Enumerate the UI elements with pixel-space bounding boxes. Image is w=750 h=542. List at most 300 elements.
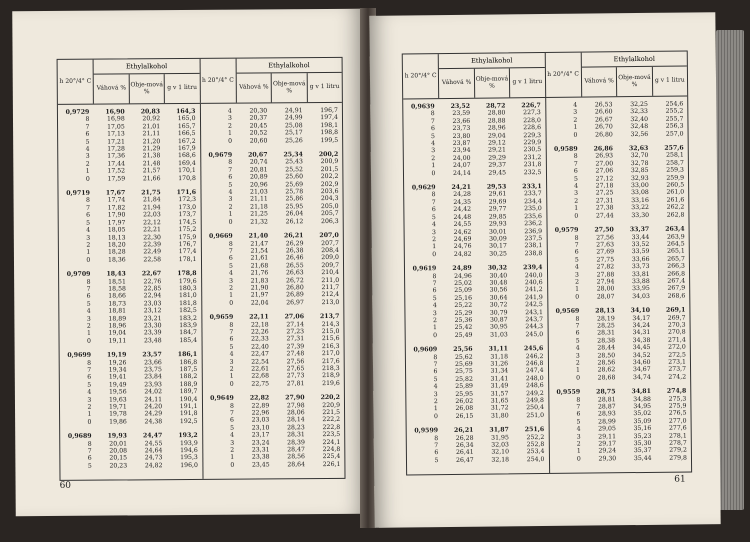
table-cell: 7 — [430, 117, 435, 125]
table-cell: 270,8 — [667, 328, 686, 337]
table-cell: 20,52 — [249, 129, 268, 137]
table-row — [201, 218, 343, 226]
table-cell: 6 — [229, 336, 234, 344]
table-cell: 34,74 — [632, 373, 651, 381]
table-cell: 206,3 — [320, 217, 339, 225]
table-row — [546, 130, 688, 139]
table-cell: 170,1 — [178, 167, 196, 175]
table-cell: 7 — [573, 160, 578, 168]
table-cell: 241,9 — [525, 293, 543, 301]
table-cell: 24,11 — [144, 395, 163, 403]
table-cell: 28,19 — [597, 314, 615, 323]
table-cell: 22,85 — [143, 285, 162, 293]
table-cell: 0,9669 — [208, 232, 233, 240]
table-cell: 18,13 — [107, 233, 126, 242]
table-cell: 20,74 — [249, 158, 268, 167]
table-cell: 1 — [228, 210, 233, 219]
table-cell: 22,82 — [249, 394, 270, 402]
table-cell: 27,65 — [286, 365, 305, 373]
table-cell: 20,92 — [142, 115, 161, 123]
table-cell: 28,93 — [598, 410, 616, 418]
table-cell: 18,89 — [108, 315, 127, 323]
table-cell: 167,2 — [177, 137, 196, 145]
table-cell: 30,32 — [487, 264, 508, 272]
header-g-litr: g v 1 litru — [509, 68, 545, 97]
table-cell: 5 — [85, 138, 90, 146]
table-cell: 28,44 — [597, 344, 616, 352]
table-cell: 20,89 — [249, 173, 268, 181]
table-cell: 8 — [575, 315, 580, 323]
table-cell: 254,6 — [665, 100, 684, 108]
table-cell: 21,83 — [250, 276, 269, 285]
table-cell: 175,9 — [178, 233, 197, 241]
header-group — [94, 59, 199, 104]
table-cell: 200,2 — [318, 150, 339, 159]
table-cell: 26,34 — [455, 441, 474, 450]
table-cell: 34,60 — [632, 358, 651, 367]
table-cell: 173,7 — [178, 211, 197, 219]
table-cell: 23,10 — [251, 424, 270, 432]
table-cell: 32,40 — [630, 115, 649, 123]
table-cell: 31,72 — [490, 404, 509, 413]
table-cell: 259,9 — [666, 174, 685, 182]
table-cell: 1 — [576, 448, 581, 456]
table-cell: 180,3 — [178, 284, 197, 293]
table-cell: 31,26 — [490, 360, 509, 368]
table-cell: 28,23 — [287, 424, 305, 432]
table-cell: 174,5 — [178, 218, 197, 226]
table-cell: 237,5 — [524, 234, 543, 243]
table-cell: 22,04 — [250, 299, 269, 307]
table-cell: 27,50 — [594, 226, 614, 234]
table-cell: 30,01 — [488, 227, 507, 236]
table-cell: 33,73 — [631, 263, 650, 271]
table-cell: 29,37 — [488, 161, 507, 169]
table-cell: 29,17 — [598, 440, 617, 448]
table-cell: 1 — [85, 167, 90, 175]
table-cell: 256,3 — [665, 122, 684, 130]
table-cell: 247,4 — [525, 367, 544, 375]
table-row — [547, 211, 689, 220]
table-cell: 277,0 — [668, 417, 687, 425]
table-cell: 24,62 — [453, 228, 472, 236]
table-cell: 0,9589 — [553, 145, 578, 153]
table-row — [59, 256, 201, 264]
table-cell: 223,5 — [322, 431, 341, 439]
table-cell: 17,28 — [107, 145, 125, 153]
table-cell: 26,04 — [285, 210, 304, 218]
table-cell: 179,6 — [178, 277, 197, 285]
table-cell: 32,78 — [630, 159, 649, 167]
header-h: h 20°/4° C — [403, 54, 440, 98]
table-cell: 5 — [431, 213, 436, 221]
table-cell: 196,0 — [180, 461, 198, 469]
table-cell: 20,08 — [109, 447, 128, 455]
table-cell: 258,7 — [666, 159, 684, 167]
right-page — [369, 12, 720, 528]
table-cell: 19,71 — [109, 403, 127, 411]
table-cell: 3 — [432, 309, 437, 317]
table-cell: 20,45 — [249, 122, 268, 130]
table-cell: 29,45 — [488, 169, 507, 177]
table-cell: 203,6 — [320, 188, 339, 196]
table-cell: 199,5 — [320, 136, 339, 144]
table-cell: 33,08 — [631, 189, 649, 197]
table-cell: 22,26 — [250, 328, 269, 336]
table-cell: 165,7 — [177, 122, 196, 130]
table-cell: 235,6 — [524, 212, 542, 220]
table-cell: 21,47 — [250, 239, 269, 248]
table-cell: 228,0 — [523, 116, 541, 125]
table-cell: 23,21 — [143, 314, 162, 322]
table-cell: 1 — [574, 204, 579, 212]
header-group — [582, 52, 688, 97]
table-cell: 5 — [576, 418, 581, 426]
table-cell: 26,15 — [455, 412, 474, 420]
table-cell: 32,63 — [628, 144, 649, 153]
table-cell: 279,2 — [669, 446, 687, 455]
table-cell: 0,9559 — [556, 388, 581, 397]
header-subcols — [582, 67, 687, 97]
table-cell: 4 — [228, 188, 233, 196]
table-cell: 0 — [87, 418, 92, 426]
table-cell: 28,87 — [597, 403, 616, 411]
table-cell: 28,56 — [287, 453, 306, 461]
table-cell: 6 — [434, 449, 439, 457]
table-cell: 1 — [229, 373, 234, 381]
table-cell: 262,8 — [666, 211, 685, 219]
table-cell: 34,38 — [632, 336, 651, 344]
table-cell: 26,72 — [286, 276, 304, 284]
table-cell: 213,7 — [319, 313, 340, 321]
table-cell: 250,4 — [526, 404, 544, 412]
table-cell: 18,96 — [108, 322, 127, 330]
table-cell: 26,97 — [286, 298, 304, 307]
table-cell: 202,9 — [320, 180, 339, 188]
table-cell: 221,5 — [322, 408, 341, 417]
table-cell: 28,62 — [597, 366, 616, 374]
table-cell: 31,80 — [490, 412, 509, 420]
table-cell: 25,08 — [284, 122, 303, 130]
table-cell: 274,2 — [668, 373, 687, 381]
table-cell: 271,4 — [667, 336, 686, 344]
table-cell: 22,96 — [251, 409, 270, 417]
table-cell: 35,16 — [633, 425, 652, 433]
table-cell: 8 — [573, 153, 578, 161]
table-cell: 0 — [228, 137, 233, 145]
table-cell: 278,7 — [669, 439, 687, 447]
table-cell: 25,75 — [455, 368, 473, 376]
table-cell: 17,13 — [107, 130, 125, 138]
table-cell: 27,88 — [596, 270, 615, 278]
table-cell: 195,3 — [180, 454, 198, 462]
table-cell: 18,36 — [107, 256, 126, 264]
table-cell: 4 — [86, 226, 91, 234]
table-cell: 164,3 — [176, 107, 196, 116]
table-cell: 166,5 — [177, 130, 196, 138]
table-cell: 7 — [228, 166, 233, 174]
table-cell: 4 — [573, 101, 578, 109]
table-cell: 258,1 — [666, 151, 684, 160]
table-cell: 25,49 — [454, 331, 473, 339]
table-cell: 21,25 — [250, 210, 268, 218]
table-cell: 18,20 — [107, 241, 126, 249]
table-cell: 5 — [87, 381, 92, 389]
table-cell: 172,3 — [178, 196, 197, 204]
table-cell: 20,96 — [249, 181, 268, 189]
table-cell: 28,68 — [597, 374, 616, 382]
table-row — [60, 418, 202, 426]
table-cell: 24,00 — [452, 154, 471, 162]
table-cell: 22,61 — [251, 365, 270, 373]
table-cell: 24,82 — [453, 250, 472, 258]
table-cell: 0,9699 — [67, 351, 92, 360]
table-cell: 249,2 — [526, 389, 544, 397]
table-cell: 208,4 — [321, 246, 339, 254]
table-cell: 22,68 — [251, 372, 270, 380]
table-cell: 220,2 — [320, 394, 340, 402]
table-cell: 30,40 — [489, 271, 508, 280]
table-cell: 33,00 — [630, 181, 649, 190]
table-cell: 23,52 — [450, 102, 471, 110]
table-cell: 226,7 — [521, 102, 541, 110]
table-cell: 27,31 — [286, 335, 305, 343]
table-cell: 2 — [433, 398, 438, 406]
table-cell: 23,38 — [251, 453, 270, 462]
table-cell: 7 — [574, 241, 579, 249]
table-cell: 23,75 — [144, 366, 162, 374]
table-cell: 240,6 — [524, 278, 543, 287]
table-cell: 24,38 — [144, 418, 163, 426]
table-cell: 26,08 — [455, 405, 474, 413]
table-cell: 257,0 — [665, 130, 684, 138]
table-cell: 0,9629 — [411, 184, 436, 192]
table-cell: 26,41 — [455, 449, 474, 457]
table-cell: 4 — [432, 302, 437, 310]
table-cell: 8 — [229, 321, 234, 329]
table-cell: 1 — [432, 243, 437, 251]
table-cell: 16,90 — [105, 108, 125, 116]
table-cell: 181,0 — [178, 292, 197, 300]
table-cell: 25,69 — [454, 360, 473, 368]
table-cell: 18,05 — [107, 226, 126, 234]
table-cell: 5 — [228, 262, 233, 270]
table-cell: 6 — [432, 287, 437, 295]
table-cell: 272,0 — [668, 343, 686, 351]
table-cell: 267,9 — [667, 284, 686, 293]
table-cell: 26,89 — [286, 291, 304, 299]
table-cell: 21,68 — [250, 262, 269, 270]
table-cell: 23,03 — [251, 416, 270, 425]
table-cell: 31,18 — [490, 352, 509, 361]
table-cell: 22,03 — [143, 211, 161, 219]
header-half — [199, 58, 342, 103]
table-cell: 211,0 — [321, 276, 340, 284]
table-cell: 231,2 — [523, 153, 542, 162]
table-cell: 171,6 — [176, 189, 197, 197]
table-cell: 28,13 — [595, 307, 615, 315]
table-cell: 19,93 — [107, 432, 127, 440]
table-cell: 23,39 — [143, 329, 162, 337]
table-cell: 222,8 — [322, 423, 341, 431]
table-cell: 7 — [434, 442, 439, 450]
table-cell: 4 — [85, 145, 90, 153]
table-cell: 0,9599 — [414, 427, 439, 435]
table-cell: 22,67 — [141, 270, 162, 278]
table-cell: 4 — [228, 269, 233, 277]
table-cell: 5 — [434, 457, 439, 465]
table-cell: 23,31 — [251, 446, 270, 454]
table-cell: 17,67 — [105, 189, 126, 197]
table-cell: 23,84 — [144, 373, 162, 381]
table-cell: 218,3 — [322, 364, 340, 373]
table-cell: 32,70 — [630, 152, 649, 160]
table-cell: 229,9 — [523, 139, 542, 147]
table-cell: 4 — [87, 388, 92, 396]
table-cell: 0 — [576, 374, 581, 382]
table-cell: 21,54 — [250, 247, 269, 255]
table-cell: 8 — [86, 278, 91, 286]
table-cell: 21,97 — [250, 291, 269, 299]
header-subcols — [237, 73, 342, 103]
table-header — [58, 58, 342, 105]
table-cell: 22,49 — [143, 248, 162, 256]
table-cell: 23,24 — [251, 439, 270, 447]
header-group — [236, 58, 341, 103]
header-group — [439, 53, 545, 98]
table-cell: 3 — [573, 109, 578, 117]
table-row — [58, 175, 200, 183]
table-cell: 176,7 — [178, 240, 197, 248]
table-cell: 32,25 — [630, 100, 648, 109]
table-cell: 21,57 — [142, 167, 161, 175]
table-cell: 5 — [228, 181, 233, 189]
table-cell: 5 — [430, 132, 436, 140]
table-cell: 244,3 — [525, 323, 544, 331]
table-cell: 32,48 — [630, 123, 649, 131]
table-cell: 27,31 — [595, 197, 614, 205]
table-cell: 23,48 — [143, 336, 162, 345]
table-cell: 20,15 — [109, 454, 128, 463]
table-cell: 34,52 — [632, 351, 651, 359]
table-cell: 23,94 — [452, 147, 471, 155]
table-cell: 6 — [430, 125, 435, 133]
table-cell: 0 — [576, 455, 581, 463]
table-cell: 8 — [574, 234, 579, 242]
table-cell: 6 — [576, 411, 581, 419]
table-cell: 5 — [230, 424, 235, 432]
table-cell: 24,91 — [284, 107, 303, 115]
table-cell: 28,07 — [596, 293, 615, 301]
table-cell: 27,69 — [596, 248, 615, 256]
table-cell: 32,03 — [491, 441, 509, 449]
table-cell: 28,14 — [286, 416, 305, 424]
table-cell: 1 — [86, 330, 91, 338]
table-cell: 4 — [86, 307, 91, 315]
table-cell: 18,43 — [106, 270, 126, 278]
table-cell: 3 — [229, 358, 234, 366]
table-cell: 7 — [85, 123, 90, 131]
header-subcols — [439, 68, 544, 98]
header-objemova: Obje-mová % — [616, 67, 652, 96]
table-cell: 196,7 — [320, 106, 338, 115]
table-cell: 30,25 — [489, 250, 507, 258]
table-cell: 29,05 — [598, 425, 616, 433]
table-cell: 25,89 — [455, 382, 474, 391]
table-cell: 8 — [229, 402, 234, 410]
table-cell: 33,16 — [631, 196, 649, 204]
table-cell: 212,4 — [321, 291, 340, 299]
table-cell: 3 — [431, 147, 436, 155]
table-cell: 2 — [87, 403, 92, 411]
header-objemova: Obje-mová % — [474, 68, 510, 97]
table-cell: 17,90 — [107, 211, 126, 219]
table-cell: 222,2 — [322, 416, 341, 424]
table-row — [549, 373, 691, 382]
header-group-title: Ethylalkohol — [439, 53, 544, 69]
table-cell: 228,6 — [523, 124, 542, 132]
table-cell: 29,61 — [488, 190, 507, 199]
table-cell: 8 — [85, 197, 90, 205]
table-cell: 255,7 — [665, 115, 684, 123]
table-cell: 29,93 — [488, 220, 507, 228]
table-cell: 0 — [230, 461, 235, 469]
table-cell: 28,47 — [287, 446, 305, 454]
table-cell: 269,7 — [667, 314, 686, 322]
table-cell: 25,42 — [454, 324, 473, 332]
table-cell: 24,76 — [453, 243, 472, 251]
table-cell: 28,00 — [596, 285, 615, 293]
header-h: h 20°/4° C — [200, 59, 237, 103]
table-cell: 238,8 — [524, 249, 543, 257]
table-cell: 0,9639 — [410, 103, 435, 111]
table-cell: 3 — [576, 433, 581, 441]
table-cell: 24,55 — [144, 439, 163, 447]
table-cell: 6 — [87, 374, 92, 382]
table-cell: 34,81 — [631, 388, 651, 396]
table-cell: 30,95 — [489, 323, 508, 331]
table-cell: 31,34 — [490, 367, 509, 375]
table-cell: 243,1 — [525, 308, 543, 316]
table-cell: 218,9 — [322, 372, 340, 380]
table-cell: 4 — [574, 182, 579, 190]
table-cell: 22,58 — [143, 255, 162, 264]
table-cell: 28,80 — [487, 109, 506, 117]
table-cell: 1 — [433, 405, 438, 413]
table-cell: 27,56 — [286, 357, 305, 365]
table-cell: 29,04 — [487, 132, 506, 140]
table-cell: 205,7 — [320, 210, 339, 218]
table-cell: 275,9 — [668, 402, 687, 410]
table-cell: 0,9659 — [209, 313, 234, 322]
table-cell: 8 — [87, 359, 92, 367]
table-cell: 27,14 — [286, 320, 305, 328]
header-half — [403, 53, 545, 98]
table-cell: 210,4 — [321, 269, 340, 277]
table-cell: 8 — [431, 191, 436, 199]
table-cell: 27,98 — [286, 401, 305, 409]
table-cell: 181,8 — [179, 299, 197, 307]
table-cell: 277,6 — [668, 424, 687, 432]
table-cell: 0 — [433, 412, 438, 421]
table-cell: 28,31 — [597, 329, 615, 337]
table-cell: 0 — [574, 212, 579, 220]
table-cell: 31,95 — [491, 434, 509, 442]
table-cell: 27,75 — [596, 255, 615, 264]
table-cell: 6 — [85, 130, 90, 138]
table-cell: 189,7 — [179, 388, 198, 396]
table-cell: 3 — [228, 196, 233, 204]
